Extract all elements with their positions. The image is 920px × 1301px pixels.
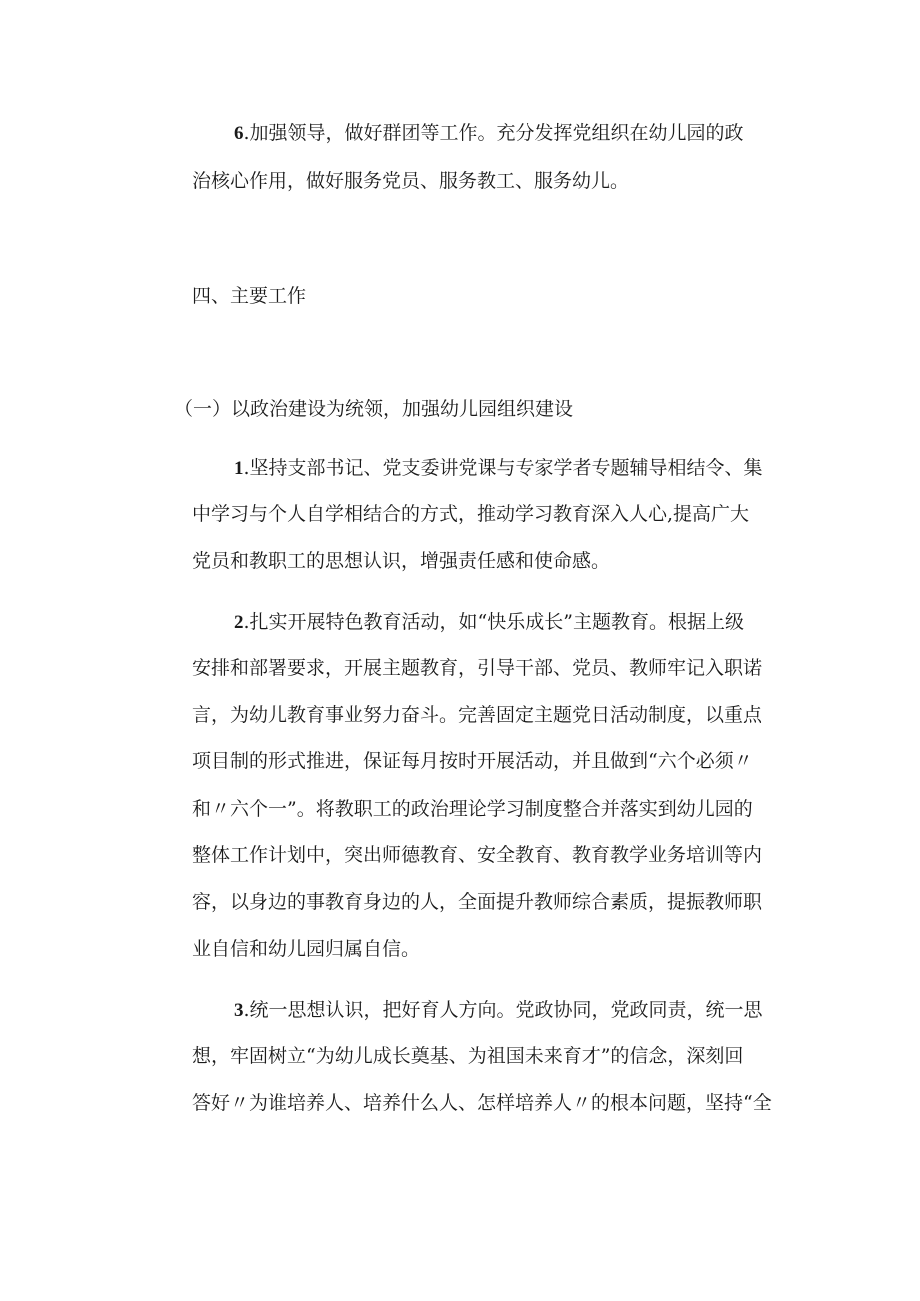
paragraph-1-line-3: 党员和教职工的思想认识，增强责任感和使命感。 <box>192 550 611 572</box>
paragraph-3-line-2: 想，牢固树立“为幼儿成长奠基、为祖国未来育才”的信念，深刻回 <box>192 1045 744 1067</box>
paragraph-6-line-1: 6.加强领导，做好群团等工作。充分发挥党组织在幼儿园的政 <box>234 122 744 144</box>
paragraph-3-number: 3 <box>234 1000 244 1021</box>
paragraph-1-number: 1 <box>234 458 244 479</box>
paragraph-3-line-1: 3.统一思想认识，把好育人方向。党政协同，党政同责，统一思 <box>234 999 763 1021</box>
paragraph-3-line-3: 答好〃为谁培养人、培养什么人、怎样培养人〃的根本问题，坚持“全 <box>192 1092 772 1114</box>
section-heading: 四、主要工作 <box>192 285 307 307</box>
paragraph-2-line-8: 业自信和幼儿园归属自信。 <box>192 938 421 960</box>
paragraph-2-number: 2 <box>234 612 244 633</box>
paragraph-2-line-3: 言，为幼儿教育事业努力奋斗。完善固定主题党日活动制度，以重点 <box>192 704 763 726</box>
paragraph-2-line-1: 2.扎实开展特色教育活动，如“快乐成长”主题教育。根据上级 <box>234 611 744 633</box>
paragraph-2-line-7: 容，以身边的事教育身边的人，全面提升教师综合素质，提振教师职 <box>192 891 763 913</box>
paragraph-1-line-2: 中学习与个人自学相结合的方式，推动学习教育深入人心,提高广大 <box>192 503 750 525</box>
paragraph-2-line-4: 项目制的形式推进，保证每月按时开展活动，并且做到“六个必须〃 <box>192 750 753 772</box>
paragraph-2-line-6: 整体工作计划中，突出师德教育、安全教育、教育教学业务培训等内 <box>192 844 763 866</box>
paragraph-2-line-5: 和〃六个一”。将教职工的政治理论学习制度整合并落实到幼儿园的 <box>192 798 753 820</box>
paragraph-1-line-1: 1.坚持支部书记、党支委讲党课与专家学者专题辅导相结令、集 <box>234 457 763 479</box>
paragraph-2-line-2: 安排和部署要求，开展主题教育，引导干部、党员、教师牢记入职诺 <box>192 657 763 679</box>
paragraph-6-number: 6 <box>234 123 244 144</box>
paragraph-6-line-2: 治核心作用，做好服务党员、服务教工、服务幼儿。 <box>192 170 630 192</box>
subsection-heading: （一）以政治建设为统领，加强幼儿园组织建设 <box>174 398 574 420</box>
